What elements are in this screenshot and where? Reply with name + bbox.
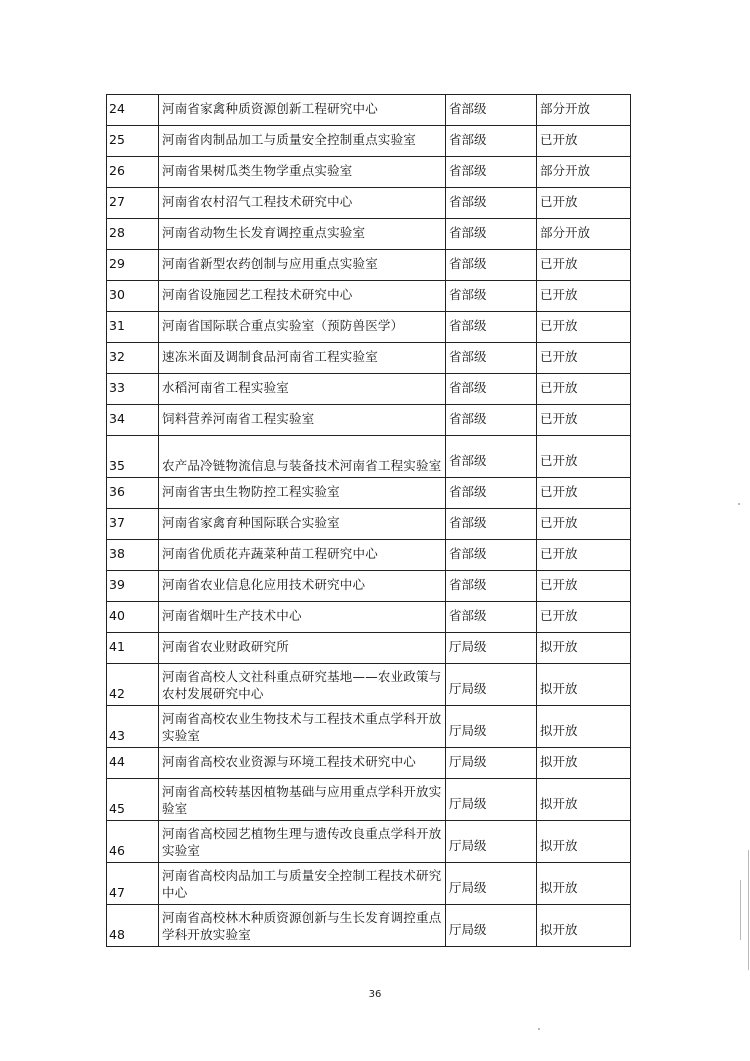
- lab-level: 省部级: [446, 95, 537, 126]
- lab-name: 河南省新型农药创制与应用重点实验室: [159, 250, 446, 281]
- lab-name: 河南省农业财政研究所: [159, 633, 446, 664]
- table-body: [107, 95, 631, 947]
- lab-level: 厅局级: [446, 748, 537, 779]
- open-status: 拟开放: [537, 664, 631, 706]
- lab-level: 省部级: [446, 312, 537, 343]
- row-number: 37: [107, 509, 159, 540]
- open-status: 部分开放: [537, 95, 631, 126]
- table-row: [107, 748, 631, 779]
- table-row: [107, 779, 631, 821]
- open-status: 已开放: [537, 405, 631, 436]
- lab-level: 省部级: [446, 405, 537, 436]
- row-number: 33: [107, 374, 159, 405]
- table-row: [107, 126, 631, 157]
- scan-artifact-line: [748, 850, 749, 970]
- open-status: 已开放: [537, 250, 631, 281]
- lab-name: 速冻米面及调制食品河南省工程实验室: [159, 343, 446, 374]
- row-number: 46: [107, 821, 159, 863]
- row-number: 40: [107, 602, 159, 633]
- table-row: [107, 343, 631, 374]
- table-row: [107, 188, 631, 219]
- lab-name: 水稻河南省工程实验室: [159, 374, 446, 405]
- row-number: 44: [107, 748, 159, 779]
- lab-name: 河南省高校转基因植物基础与应用重点学科开放实验室: [159, 779, 446, 821]
- table-row: [107, 821, 631, 863]
- open-status: 已开放: [537, 188, 631, 219]
- open-status: 部分开放: [537, 219, 631, 250]
- table-row: [107, 540, 631, 571]
- scan-artifact-dot: [738, 503, 740, 505]
- row-number: 38: [107, 540, 159, 571]
- table-row: [107, 374, 631, 405]
- lab-level: 厅局级: [446, 633, 537, 664]
- lab-level: 省部级: [446, 571, 537, 602]
- table-row: [107, 706, 631, 748]
- row-number: 24: [107, 95, 159, 126]
- row-number: 45: [107, 779, 159, 821]
- lab-name: 农产品冷链物流信息与装备技术河南省工程实验室: [159, 436, 446, 478]
- row-number: 35: [107, 436, 159, 478]
- lab-name: 河南省家禽育种国际联合实验室: [159, 509, 446, 540]
- open-status: 已开放: [537, 126, 631, 157]
- open-status: 拟开放: [537, 905, 631, 947]
- lab-name: 河南省家禽种质资源创新工程研究中心: [159, 95, 446, 126]
- table-row: [107, 405, 631, 436]
- open-status: 已开放: [537, 374, 631, 405]
- row-number: 43: [107, 706, 159, 748]
- table-row: [107, 312, 631, 343]
- page-number: 36: [368, 989, 382, 1000]
- lab-level: 省部级: [446, 374, 537, 405]
- lab-name: 河南省高校肉品加工与质量安全控制工程技术研究中心: [159, 863, 446, 905]
- lab-level: 省部级: [446, 343, 537, 374]
- lab-name: 河南省烟叶生产技术中心: [159, 602, 446, 633]
- lab-name: 河南省高校农业资源与环境工程技术研究中心: [159, 748, 446, 779]
- row-number: 34: [107, 405, 159, 436]
- lab-level: 厅局级: [446, 821, 537, 863]
- table-row: [107, 571, 631, 602]
- open-status: 已开放: [537, 478, 631, 509]
- lab-level: 省部级: [446, 250, 537, 281]
- row-number: 42: [107, 664, 159, 706]
- lab-level: 省部级: [446, 436, 537, 478]
- lab-level: 厅局级: [446, 664, 537, 706]
- lab-name: 河南省动物生长发育调控重点实验室: [159, 219, 446, 250]
- table-row: [107, 863, 631, 905]
- table-row: [107, 250, 631, 281]
- lab-level: 省部级: [446, 157, 537, 188]
- lab-level: 厅局级: [446, 863, 537, 905]
- open-status: 拟开放: [537, 748, 631, 779]
- lab-level: 省部级: [446, 126, 537, 157]
- row-number: 26: [107, 157, 159, 188]
- lab-name: 河南省农村沼气工程技术研究中心: [159, 188, 446, 219]
- lab-name: 河南省高校农业生物技术与工程技术重点学科开放实验室: [159, 706, 446, 748]
- open-status: 已开放: [537, 343, 631, 374]
- lab-level: 省部级: [446, 281, 537, 312]
- open-status: 部分开放: [537, 157, 631, 188]
- lab-name: 河南省设施园艺工程技术研究中心: [159, 281, 446, 312]
- lab-name: 河南省害虫生物防控工程实验室: [159, 478, 446, 509]
- row-number: 28: [107, 219, 159, 250]
- scan-artifact-line: [740, 880, 741, 940]
- row-number: 25: [107, 126, 159, 157]
- table-row: [107, 633, 631, 664]
- lab-level: 厅局级: [446, 706, 537, 748]
- table-row: [107, 664, 631, 706]
- row-number: 30: [107, 281, 159, 312]
- open-status: 已开放: [537, 281, 631, 312]
- row-number: 48: [107, 905, 159, 947]
- lab-level: 省部级: [446, 219, 537, 250]
- open-status: 已开放: [537, 540, 631, 571]
- table-row: [107, 436, 631, 478]
- table-row: [107, 95, 631, 126]
- lab-name: 河南省国际联合重点实验室（预防兽医学）: [159, 312, 446, 343]
- open-status: 已开放: [537, 312, 631, 343]
- lab-name: 河南省农业信息化应用技术研究中心: [159, 571, 446, 602]
- table-row: [107, 509, 631, 540]
- lab-name: 河南省肉制品加工与质量安全控制重点实验室: [159, 126, 446, 157]
- open-status: 拟开放: [537, 821, 631, 863]
- open-status: 拟开放: [537, 779, 631, 821]
- table-row: [107, 219, 631, 250]
- lab-level: 省部级: [446, 540, 537, 571]
- row-number: 32: [107, 343, 159, 374]
- table-row: [107, 905, 631, 947]
- table-row: [107, 602, 631, 633]
- lab-name: 河南省高校林木种质资源创新与生长发育调控重点学科开放实验室: [159, 905, 446, 947]
- lab-name: 河南省优质花卉蔬菜种苗工程研究中心: [159, 540, 446, 571]
- lab-name: 河南省高校园艺植物生理与遗传改良重点学科开放实验室: [159, 821, 446, 863]
- open-status: 已开放: [537, 571, 631, 602]
- open-status: 拟开放: [537, 633, 631, 664]
- lab-name: 饲料营养河南省工程实验室: [159, 405, 446, 436]
- row-number: 47: [107, 863, 159, 905]
- row-number: 36: [107, 478, 159, 509]
- lab-level: 厅局级: [446, 779, 537, 821]
- lab-level: 厅局级: [446, 905, 537, 947]
- row-number: 39: [107, 571, 159, 602]
- row-number: 27: [107, 188, 159, 219]
- lab-level: 省部级: [446, 188, 537, 219]
- row-number: 41: [107, 633, 159, 664]
- scan-artifact-dot: [538, 1028, 540, 1030]
- row-number: 31: [107, 312, 159, 343]
- open-status: 拟开放: [537, 863, 631, 905]
- row-number: 29: [107, 250, 159, 281]
- open-status: 已开放: [537, 602, 631, 633]
- lab-name: 河南省果树瓜类生物学重点实验室: [159, 157, 446, 188]
- lab-level: 省部级: [446, 509, 537, 540]
- lab-level: 省部级: [446, 478, 537, 509]
- open-status: 已开放: [537, 436, 631, 478]
- lab-name: 河南省高校人文社科重点研究基地——农业政策与农村发展研究中心: [159, 664, 446, 706]
- open-status: 已开放: [537, 509, 631, 540]
- open-status: 拟开放: [537, 706, 631, 748]
- lab-list-table: [106, 94, 631, 947]
- table-row: [107, 157, 631, 188]
- table-row: [107, 281, 631, 312]
- lab-level: 省部级: [446, 602, 537, 633]
- table-row: [107, 478, 631, 509]
